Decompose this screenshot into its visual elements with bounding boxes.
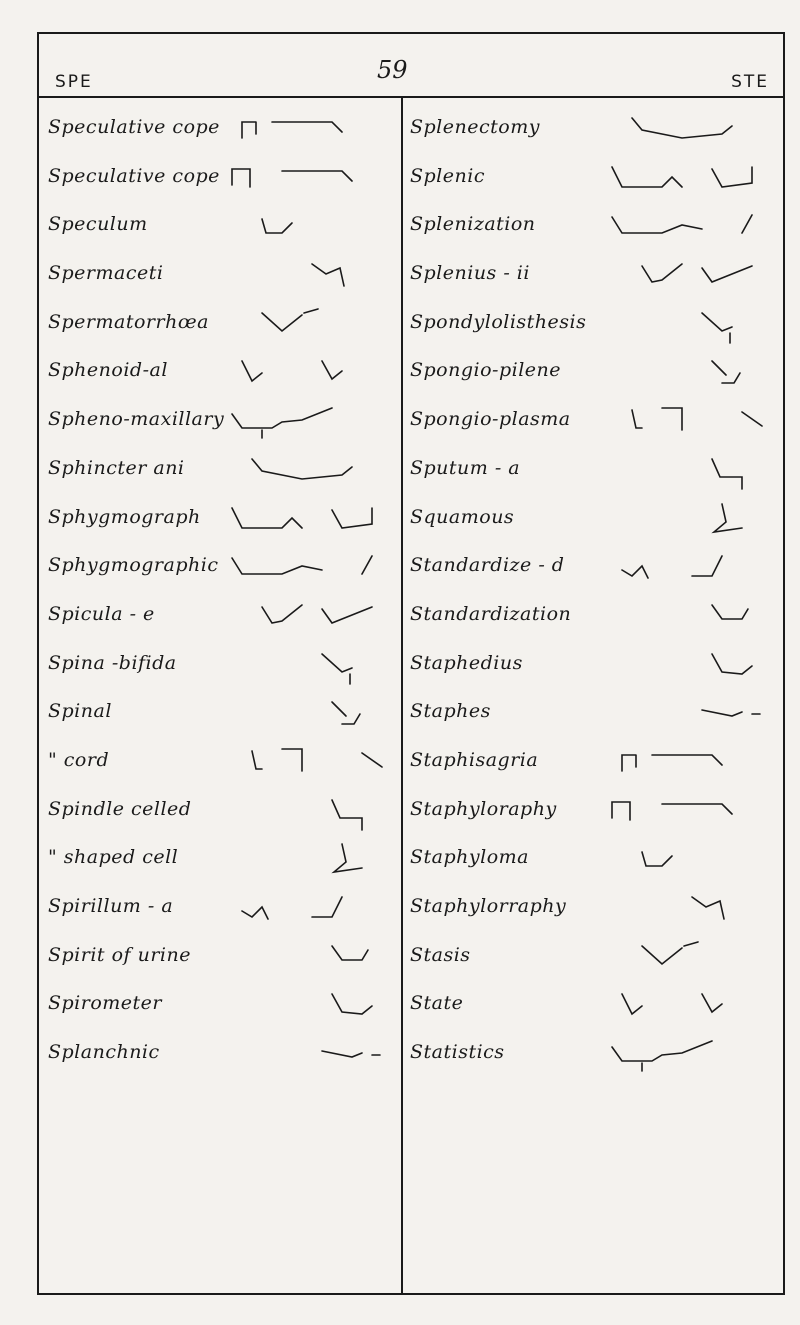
shorthand-outline-icon — [602, 400, 772, 444]
shorthand-stroke — [602, 790, 772, 834]
right-column — [410, 108, 778, 1082]
shorthand-outline-icon — [222, 449, 392, 493]
entry-word: Spermaceti — [48, 262, 164, 285]
outline-stroke — [322, 654, 352, 684]
shorthand-outline-icon — [222, 936, 392, 980]
dictionary-entry — [410, 936, 778, 985]
shorthand-stroke — [602, 498, 772, 542]
shorthand-outline-icon — [602, 741, 772, 785]
header-right-guide: STE — [731, 72, 769, 92]
outline-stroke — [262, 605, 372, 623]
outline-stroke — [642, 852, 672, 866]
dictionary-entry — [410, 498, 778, 547]
dictionary-entry — [410, 984, 778, 1033]
shorthand-stroke — [222, 157, 392, 201]
entry-word: Staphisagria — [410, 748, 539, 771]
shorthand-outline-icon — [602, 644, 772, 688]
shorthand-stroke — [222, 400, 392, 444]
dictionary-entry — [410, 692, 778, 741]
dictionary-entry — [48, 790, 398, 839]
shorthand-outline-icon — [602, 351, 772, 395]
shorthand-outline-icon — [222, 303, 392, 347]
header-left-guide: SPE — [55, 72, 93, 92]
outline-stroke — [612, 1041, 712, 1071]
shorthand-stroke — [222, 303, 392, 347]
entry-word: " shaped cell — [48, 846, 179, 869]
dictionary-entry — [48, 351, 398, 400]
header-rule — [37, 96, 785, 98]
shorthand-outline-icon — [602, 108, 772, 152]
shorthand-stroke — [602, 157, 772, 201]
shorthand-outline-icon — [222, 790, 392, 834]
entry-word: Splanchnic — [48, 1041, 160, 1064]
shorthand-stroke — [222, 498, 392, 542]
entry-word: Speculative cope — [48, 116, 220, 138]
shorthand-stroke — [602, 1033, 772, 1077]
shorthand-outline-icon — [222, 498, 392, 542]
dictionary-entry — [48, 157, 398, 206]
entry-word: Splenius - ii — [410, 262, 530, 285]
entry-word: Spirit of urine — [48, 943, 191, 966]
shorthand-outline-icon — [222, 205, 392, 249]
shorthand-outline-icon — [602, 498, 772, 542]
shorthand-stroke — [602, 449, 772, 493]
entry-word: Sphincter ani — [48, 456, 185, 479]
outline-stroke — [332, 702, 360, 724]
shorthand-stroke — [602, 692, 772, 736]
shorthand-stroke — [222, 254, 392, 298]
column-divider — [401, 96, 403, 1295]
dictionary-entry — [48, 936, 398, 985]
entry-word: Spinal — [48, 700, 112, 723]
outline-stroke — [712, 361, 740, 383]
entry-word: Staphyloraphy — [410, 797, 557, 820]
shorthand-stroke — [222, 692, 392, 736]
outline-stroke — [322, 1051, 380, 1057]
entry-word: Standardization — [410, 602, 572, 625]
page-header — [37, 32, 785, 96]
shorthand-outline-icon — [602, 692, 772, 736]
shorthand-outline-icon — [222, 692, 392, 736]
entry-word: Spirillum - a — [48, 895, 174, 917]
shorthand-outline-icon — [222, 741, 392, 785]
dictionary-entry — [48, 303, 398, 352]
outline-stroke — [312, 264, 344, 286]
shorthand-stroke — [222, 984, 392, 1028]
outline-stroke — [612, 802, 732, 820]
dictionary-entry — [48, 595, 398, 644]
page-number: 59 — [377, 56, 408, 84]
dictionary-entry — [48, 1033, 398, 1082]
outline-stroke — [712, 605, 748, 619]
outline-stroke — [622, 994, 722, 1014]
shorthand-outline-icon — [222, 254, 392, 298]
dictionary-entry — [410, 546, 778, 595]
outline-stroke — [632, 118, 732, 138]
shorthand-outline-icon — [602, 595, 772, 639]
outline-stroke — [332, 800, 362, 830]
dictionary-entry — [48, 838, 398, 887]
outline-stroke — [242, 361, 342, 381]
dictionary-entry — [410, 595, 778, 644]
shorthand-stroke — [222, 644, 392, 688]
shorthand-outline-icon — [222, 838, 392, 882]
dictionary-entry — [48, 254, 398, 303]
dictionary-entry — [410, 303, 778, 352]
outline-stroke — [702, 313, 732, 343]
outline-stroke — [632, 408, 762, 430]
shorthand-outline-icon — [222, 984, 392, 1028]
dictionary-entry — [410, 205, 778, 254]
shorthand-outline-icon — [602, 205, 772, 249]
dictionary-entry — [48, 692, 398, 741]
shorthand-stroke — [602, 303, 772, 347]
entry-word: Spina -bifida — [48, 651, 177, 674]
outline-stroke — [612, 215, 752, 233]
outline-stroke — [642, 264, 752, 282]
dictionary-entry — [48, 205, 398, 254]
dictionary-entry — [410, 449, 778, 498]
outline-stroke — [692, 897, 724, 919]
dictionary-entry — [410, 254, 778, 303]
entry-word: Spongio-plasma — [410, 408, 571, 431]
dictionary-entry — [48, 108, 398, 157]
shorthand-stroke — [602, 838, 772, 882]
dictionary-entry — [48, 887, 398, 936]
outline-stroke — [714, 504, 742, 532]
outline-stroke — [232, 408, 332, 438]
dictionary-entry — [410, 400, 778, 449]
shorthand-outline-icon — [222, 1033, 392, 1077]
shorthand-outline-icon — [602, 1033, 772, 1077]
dictionary-entry — [410, 838, 778, 887]
shorthand-stroke — [222, 936, 392, 980]
entry-word: Staphedius — [410, 651, 523, 674]
entry-word: Splenic — [410, 164, 485, 187]
outline-stroke — [332, 994, 372, 1014]
dictionary-entry — [48, 498, 398, 547]
entry-word: Staphes — [410, 700, 491, 723]
shorthand-stroke — [222, 546, 392, 590]
shorthand-outline-icon — [222, 887, 392, 931]
outline-stroke — [232, 508, 372, 528]
dictionary-entry — [410, 108, 778, 157]
shorthand-stroke — [222, 887, 392, 931]
shorthand-outline-icon — [222, 108, 392, 152]
outline-stroke — [252, 459, 352, 479]
entry-word: Splenectomy — [410, 116, 540, 138]
dictionary-entry — [48, 741, 398, 790]
entry-word: Spindle celled — [48, 797, 192, 820]
shorthand-outline-icon — [222, 400, 392, 444]
entry-word: " cord — [48, 748, 110, 771]
entry-word: Sputum - a — [410, 456, 521, 479]
outline-stroke — [332, 946, 368, 960]
dictionary-entry — [410, 887, 778, 936]
shorthand-stroke — [222, 205, 392, 249]
shorthand-stroke — [602, 546, 772, 590]
shorthand-stroke — [602, 741, 772, 785]
outline-stroke — [622, 755, 722, 771]
entry-word: Speculum — [48, 213, 148, 236]
shorthand-outline-icon — [222, 351, 392, 395]
shorthand-outline-icon — [602, 838, 772, 882]
outline-stroke — [242, 122, 342, 138]
shorthand-stroke — [602, 936, 772, 980]
shorthand-outline-icon — [602, 254, 772, 298]
outline-stroke — [702, 710, 760, 716]
outline-stroke — [232, 556, 372, 574]
shorthand-stroke — [222, 741, 392, 785]
shorthand-stroke — [602, 254, 772, 298]
outline-stroke — [334, 844, 362, 872]
shorthand-outline-icon — [222, 157, 392, 201]
shorthand-stroke — [602, 595, 772, 639]
entry-word: Standardize - d — [410, 554, 565, 577]
shorthand-stroke — [602, 400, 772, 444]
entry-word: Squamous — [410, 505, 515, 528]
entry-word: Spirometer — [48, 992, 162, 1015]
outline-stroke — [262, 219, 292, 233]
dictionary-entry — [48, 449, 398, 498]
shorthand-stroke — [602, 205, 772, 249]
dictionary-entry — [410, 741, 778, 790]
dictionary-entry — [48, 644, 398, 693]
entry-word: State — [410, 992, 464, 1015]
shorthand-stroke — [222, 595, 392, 639]
entry-word: Staphylorraphy — [410, 895, 567, 917]
entry-word: Spicula - e — [48, 602, 155, 625]
outline-stroke — [712, 654, 752, 674]
shorthand-outline-icon — [602, 887, 772, 931]
shorthand-outline-icon — [602, 449, 772, 493]
entry-word: Statistics — [410, 1041, 505, 1064]
entry-word: Sphygmographic — [48, 554, 219, 577]
dictionary-entry — [48, 546, 398, 595]
shorthand-outline-icon — [602, 790, 772, 834]
outline-stroke — [232, 169, 352, 187]
entry-word: Spondylolisthesis — [410, 310, 587, 333]
shorthand-stroke — [222, 108, 392, 152]
shorthand-stroke — [222, 449, 392, 493]
entry-word: Splenization — [410, 213, 536, 236]
shorthand-stroke — [222, 1033, 392, 1077]
left-column — [48, 108, 398, 1082]
dictionary-entry — [48, 400, 398, 449]
shorthand-stroke — [602, 351, 772, 395]
entry-word: Speculative cope — [48, 164, 220, 187]
shorthand-stroke — [602, 984, 772, 1028]
shorthand-stroke — [602, 644, 772, 688]
shorthand-stroke — [602, 108, 772, 152]
shorthand-outline-icon — [602, 303, 772, 347]
entry-word: Sphygmograph — [48, 505, 201, 528]
outline-stroke — [242, 897, 342, 919]
entry-word: Sphenoid-al — [48, 359, 168, 382]
outline-stroke — [612, 167, 752, 187]
dictionary-entry — [410, 157, 778, 206]
entry-word: Staphyloma — [410, 846, 529, 869]
dictionary-entry — [48, 984, 398, 1033]
outline-stroke — [262, 309, 318, 331]
dictionary-entry — [410, 1033, 778, 1082]
entry-word: Spheno-maxillary — [48, 408, 225, 431]
shorthand-outline-icon — [222, 546, 392, 590]
entry-word: Stasis — [410, 943, 471, 966]
outline-stroke — [252, 749, 382, 771]
outline-stroke — [642, 942, 698, 964]
shorthand-outline-icon — [222, 644, 392, 688]
shorthand-outline-icon — [602, 546, 772, 590]
entry-word: Spermatorrhœa — [48, 310, 209, 333]
dictionary-entry — [410, 644, 778, 693]
entry-word: Spongio-pilene — [410, 359, 561, 382]
dictionary-entry — [410, 351, 778, 400]
outline-stroke — [622, 556, 722, 578]
shorthand-stroke — [602, 887, 772, 931]
shorthand-outline-icon — [602, 936, 772, 980]
outline-stroke — [712, 459, 742, 489]
shorthand-outline-icon — [602, 157, 772, 201]
shorthand-stroke — [222, 351, 392, 395]
dictionary-entry — [410, 790, 778, 839]
shorthand-stroke — [222, 838, 392, 882]
shorthand-stroke — [222, 790, 392, 834]
shorthand-outline-icon — [222, 595, 392, 639]
shorthand-outline-icon — [602, 984, 772, 1028]
